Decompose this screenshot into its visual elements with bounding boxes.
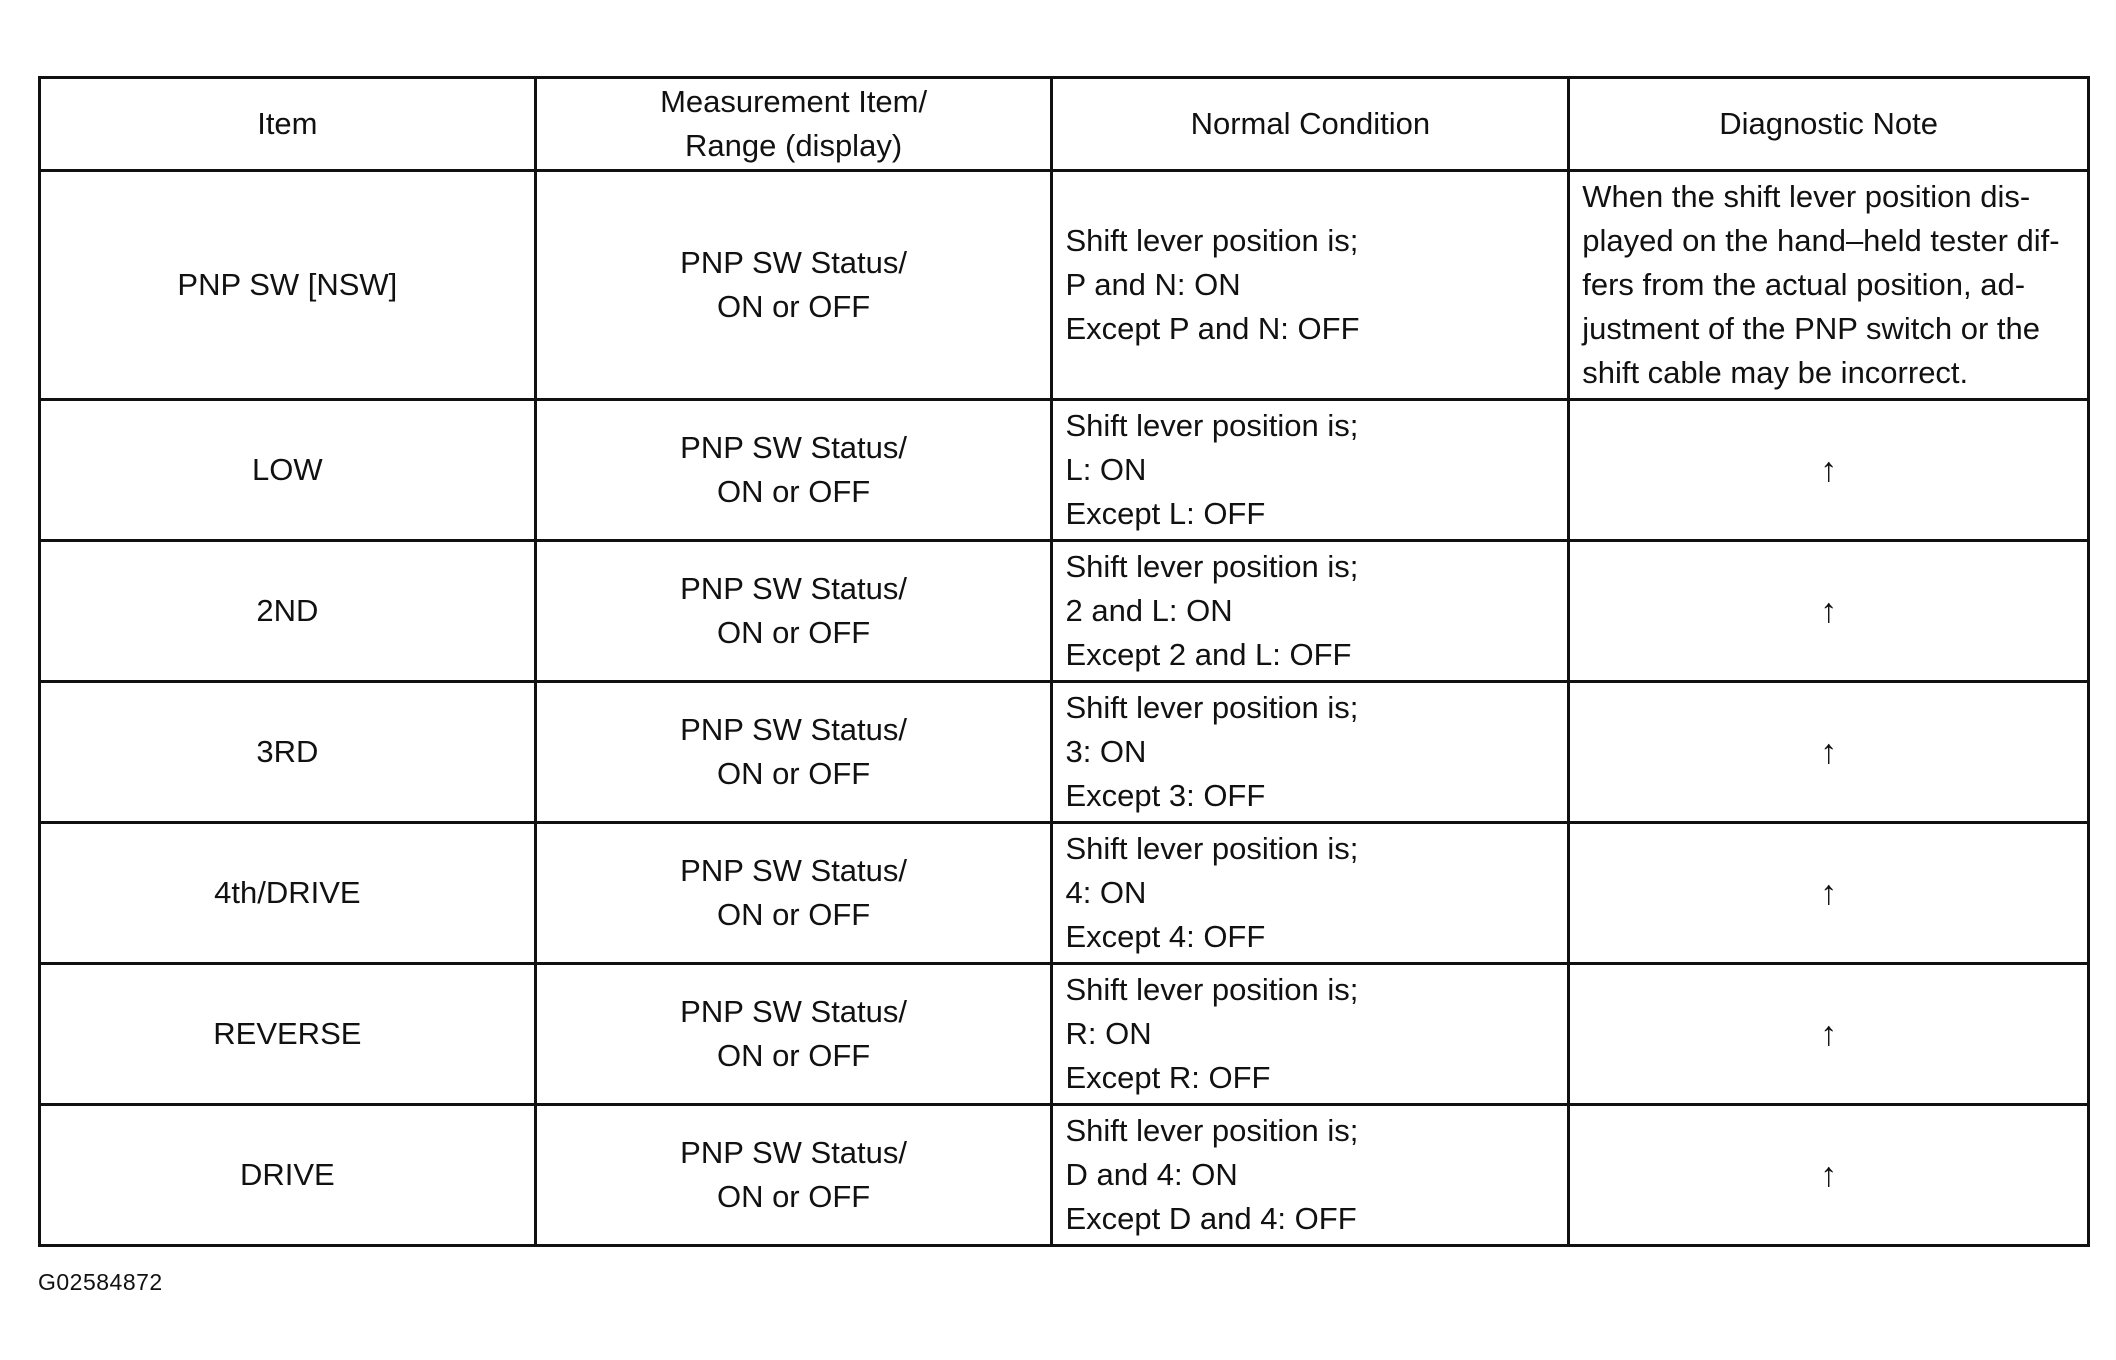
header-normal-condition: Normal Condition: [1052, 78, 1569, 171]
condition-cell: [1052, 1105, 1569, 1246]
condition-line-3: Except L: OFF: [1065, 496, 1266, 531]
condition-line-2: P and N: ON: [1065, 267, 1241, 302]
range-cell: [535, 171, 1052, 400]
note-line-5: shift cable may be incorrect.: [1582, 355, 1969, 390]
condition-line-1: Shift lever position is;: [1065, 223, 1359, 258]
range-line-2: ON or OFF: [716, 1038, 871, 1073]
diagnostic-note-cell: [1569, 1105, 2089, 1246]
condition-line-1: Shift lever position is;: [1065, 549, 1359, 584]
condition-line-1: Shift lever position is;: [1065, 690, 1359, 725]
condition-line-1: Shift lever position is;: [1065, 831, 1359, 866]
diagnostic-note-cell: [1569, 541, 2089, 682]
table-row: [40, 1105, 2089, 1246]
range-line-1: PNP SW Status/: [680, 853, 908, 888]
same-as-above-arrow-icon: ↑: [1820, 1155, 1838, 1194]
range-cell: [535, 1105, 1052, 1246]
table-header: [40, 78, 2089, 171]
same-as-above-arrow-icon: ↑: [1820, 873, 1838, 912]
diagnostic-data-table: [38, 76, 2090, 1247]
condition-line-3: Except 4: OFF: [1065, 919, 1266, 954]
note-line-4: justment of the PNP switch or the: [1582, 311, 2040, 346]
same-as-above-arrow-icon: ↑: [1820, 1014, 1838, 1053]
condition-cell: [1052, 682, 1569, 823]
range-line-2: ON or OFF: [716, 897, 871, 932]
same-as-above-arrow-icon: ↑: [1820, 450, 1838, 489]
range-cell: [535, 541, 1052, 682]
condition-cell: [1052, 964, 1569, 1105]
table-row: [40, 964, 2089, 1105]
range-line-1: PNP SW Status/: [680, 430, 908, 465]
condition-line-2: R: ON: [1065, 1016, 1152, 1051]
table-row: [40, 682, 2089, 823]
same-as-above-arrow-icon: ↑: [1820, 732, 1838, 771]
same-as-above-arrow-icon: ↑: [1820, 591, 1838, 630]
range-line-2: ON or OFF: [716, 615, 871, 650]
table-row: [40, 400, 2089, 541]
diagnostic-note-cell: [1569, 400, 2089, 541]
condition-line-3: Except P and N: OFF: [1065, 311, 1360, 346]
table-row: [40, 171, 2089, 400]
condition-line-1: Shift lever position is;: [1065, 972, 1359, 1007]
note-line-2: played on the hand–held tester dif-: [1582, 223, 2060, 258]
range-cell: [535, 682, 1052, 823]
header-row: [40, 78, 2089, 171]
range-line-2: ON or OFF: [716, 756, 871, 791]
table-row: [40, 823, 2089, 964]
header-range-line-1: Measurement Item/: [660, 84, 928, 119]
condition-line-1: Shift lever position is;: [1065, 1113, 1359, 1148]
condition-line-3: Except 3: OFF: [1065, 778, 1266, 813]
range-cell: [535, 964, 1052, 1105]
condition-line-2: 3: ON: [1065, 734, 1147, 769]
note-line-1: When the shift lever position dis-: [1582, 179, 2031, 214]
range-line-1: PNP SW Status/: [680, 994, 908, 1029]
diagnostic-note-cell: [1569, 682, 2089, 823]
range-cell: [535, 400, 1052, 541]
item-cell: DRIVE: [40, 1105, 536, 1246]
range-line-1: PNP SW Status/: [680, 712, 908, 747]
table-body: [40, 171, 2089, 1246]
condition-line-2: L: ON: [1065, 452, 1147, 487]
range-line-2: ON or OFF: [716, 474, 871, 509]
item-cell: 3RD: [40, 682, 536, 823]
condition-cell: [1052, 171, 1569, 400]
item-cell: LOW: [40, 400, 536, 541]
range-cell: [535, 823, 1052, 964]
item-cell: 2ND: [40, 541, 536, 682]
item-cell: PNP SW [NSW]: [40, 171, 536, 400]
diagnostic-note-cell: [1569, 823, 2089, 964]
condition-line-3: Except D and 4: OFF: [1065, 1201, 1357, 1236]
condition-line-1: Shift lever position is;: [1065, 408, 1359, 443]
figure-reference-code: G02584872: [38, 1269, 163, 1295]
item-cell: REVERSE: [40, 964, 536, 1105]
condition-line-2: D and 4: ON: [1065, 1157, 1238, 1192]
note-line-3: fers from the actual position, ad-: [1582, 267, 2026, 302]
condition-line-3: Except R: OFF: [1065, 1060, 1271, 1095]
range-line-1: PNP SW Status/: [680, 571, 908, 606]
header-measurement-range: [535, 78, 1052, 171]
condition-cell: [1052, 823, 1569, 964]
table-row: [40, 541, 2089, 682]
item-cell: 4th/DRIVE: [40, 823, 536, 964]
diagnostic-note-cell: [1569, 964, 2089, 1105]
range-line-1: PNP SW Status/: [680, 245, 908, 280]
condition-line-2: 2 and L: ON: [1065, 593, 1233, 628]
condition-line-3: Except 2 and L: OFF: [1065, 637, 1352, 672]
diagnostic-note-cell: [1569, 171, 2089, 400]
header-item: Item: [40, 78, 536, 171]
header-diagnostic-note: Diagnostic Note: [1569, 78, 2089, 171]
header-range-line-2: Range (display): [685, 128, 903, 163]
range-line-2: ON or OFF: [716, 1179, 871, 1214]
condition-cell: [1052, 541, 1569, 682]
range-line-1: PNP SW Status/: [680, 1135, 908, 1170]
condition-cell: [1052, 400, 1569, 541]
condition-line-2: 4: ON: [1065, 875, 1147, 910]
range-line-2: ON or OFF: [716, 289, 871, 324]
